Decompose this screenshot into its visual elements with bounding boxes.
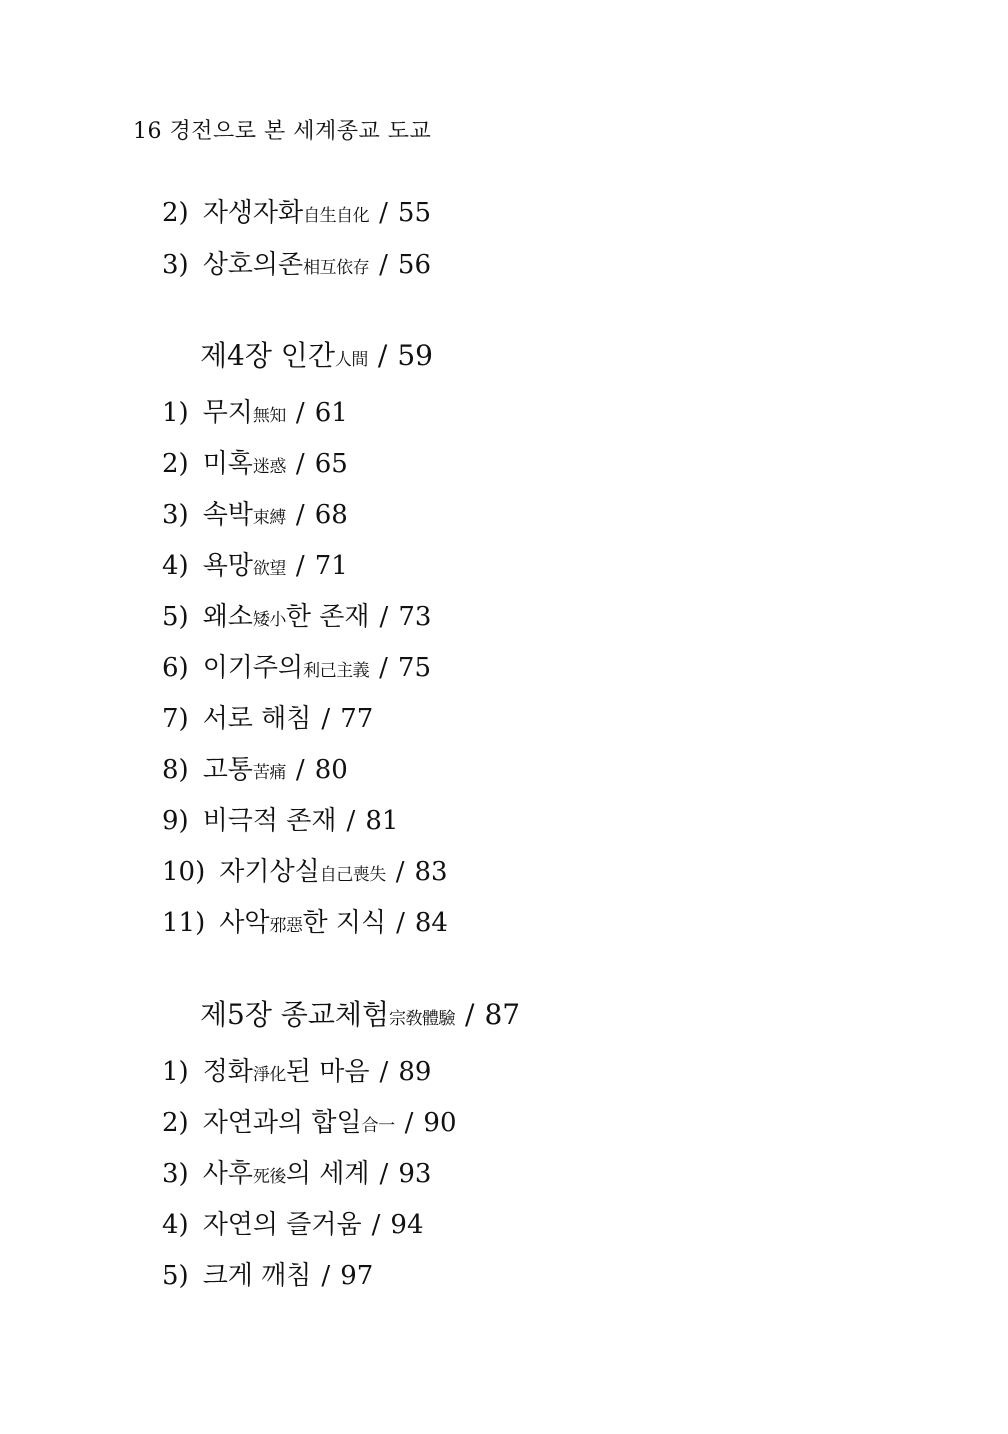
toc-entry [162, 1106, 457, 1143]
entry-page: 81 [365, 806, 399, 836]
entry-number: 9) [162, 806, 189, 836]
toc-entry [162, 651, 431, 688]
entry-title: 고통 [202, 755, 253, 785]
entry-number: 3) [162, 250, 189, 280]
entry-page: 61 [314, 398, 348, 428]
chapter-heading [200, 997, 520, 1037]
separator: / [346, 806, 356, 836]
entry-title: 자연과의 합일 [202, 1108, 362, 1138]
entry-number: 1) [162, 1057, 189, 1087]
toc-entry [162, 753, 348, 790]
entry-suffix: 된 마음 [285, 1057, 370, 1087]
toc-entry [162, 855, 448, 892]
entry-page: 77 [340, 704, 374, 734]
separator: / [295, 551, 305, 581]
chapter-hanja: 人間 [334, 350, 368, 370]
entry-number: 6) [162, 653, 189, 683]
separator: / [404, 1108, 414, 1138]
entry-hanja: 無知 [252, 406, 286, 426]
toc-entry [162, 600, 431, 637]
entry-page: 68 [314, 500, 348, 530]
entry-hanja: 迷惑 [252, 457, 286, 477]
entry-number: 1) [162, 398, 189, 428]
entry-hanja: 束縛 [252, 508, 286, 528]
entry-number: 5) [162, 1261, 189, 1291]
entry-page: 65 [314, 449, 348, 479]
entry-hanja: 欲望 [252, 559, 286, 579]
toc-entry [162, 549, 348, 586]
entry-suffix: 의 세계 [285, 1159, 370, 1189]
entry-title: 왜소 [202, 602, 253, 632]
entry-hanja: 相互依存 [303, 258, 370, 278]
entry-title: 크게 깨침 [202, 1261, 312, 1291]
entry-number: 3) [162, 500, 189, 530]
entry-number: 11) [162, 908, 206, 938]
entry-page: 89 [398, 1057, 432, 1087]
entry-title: 이기주의 [202, 653, 304, 683]
entry-hanja: 淨化 [252, 1065, 286, 1085]
entry-hanja: 矮小 [252, 610, 286, 630]
entry-title: 무지 [202, 398, 253, 428]
entry-hanja: 苦痛 [252, 763, 286, 783]
entry-suffix: 한 존재 [285, 602, 370, 632]
toc-entry [162, 804, 398, 838]
toc-entry [162, 447, 348, 484]
entry-number: 10) [162, 857, 206, 887]
entry-hanja: 合一 [361, 1116, 395, 1136]
entry-page: 83 [414, 857, 448, 887]
separator: / [379, 1159, 389, 1189]
toc-entry [162, 196, 431, 233]
entry-title: 미혹 [202, 449, 253, 479]
entry-hanja: 邪惡 [269, 916, 303, 936]
toc-entry [162, 702, 373, 736]
entry-page: 94 [390, 1210, 424, 1240]
chapter-title: 제5장 종교체험 [200, 998, 390, 1031]
separator: / [295, 449, 305, 479]
separator: / [295, 755, 305, 785]
separator: / [377, 339, 388, 372]
separator: / [379, 198, 388, 228]
entry-title: 정화 [202, 1057, 253, 1087]
entry-page: 56 [397, 250, 432, 280]
entry-title: 사악 [219, 908, 270, 938]
separator: / [321, 704, 331, 734]
entry-number: 4) [162, 1210, 189, 1240]
entry-page: 71 [314, 551, 348, 581]
toc-entry [162, 1259, 373, 1293]
toc-entry [162, 498, 348, 535]
entry-page: 80 [314, 755, 348, 785]
entry-title: 비극적 존재 [202, 806, 337, 836]
chapter-page: 59 [397, 339, 433, 372]
running-head: 16 경전으로 본 세계종교 도교 [133, 119, 432, 144]
separator: / [396, 908, 405, 938]
entry-page: 84 [414, 908, 448, 938]
separator: / [295, 500, 305, 530]
entry-title: 자연의 즐거움 [202, 1210, 362, 1240]
entry-title: 상호의존 [202, 250, 304, 280]
entry-number: 3) [162, 1159, 189, 1189]
chapter-page: 87 [484, 998, 521, 1031]
entry-title: 속박 [202, 500, 253, 530]
separator: / [379, 653, 388, 683]
entry-page: 93 [398, 1159, 432, 1189]
entry-page: 90 [423, 1108, 457, 1138]
entry-hanja: 自生自化 [303, 206, 370, 226]
chapter-title: 제4장 인간 [200, 339, 335, 372]
separator: / [379, 1057, 389, 1087]
entry-number: 2) [162, 449, 189, 479]
entry-number: 2) [162, 1108, 189, 1138]
entry-page: 73 [398, 602, 432, 632]
toc-entry [162, 248, 431, 285]
separator: / [371, 1210, 381, 1240]
entry-number: 4) [162, 551, 189, 581]
separator: / [379, 602, 389, 632]
entry-title: 사후 [202, 1159, 253, 1189]
entry-title: 자생자화 [202, 198, 304, 228]
toc-entry [162, 396, 348, 433]
entry-number: 7) [162, 704, 189, 734]
toc-entry [162, 906, 448, 943]
entry-number: 5) [162, 602, 189, 632]
separator: / [395, 857, 405, 887]
entry-hanja: 死後 [252, 1167, 286, 1187]
toc-entry [162, 1055, 431, 1092]
entry-title: 자기상실 [219, 857, 320, 887]
chapter-hanja: 宗敎體驗 [389, 1009, 456, 1029]
separator: / [321, 1261, 331, 1291]
toc-entry [162, 1208, 424, 1242]
entry-page: 55 [397, 198, 432, 228]
chapter-heading [200, 338, 433, 378]
toc-entry [162, 1157, 431, 1194]
separator: / [465, 998, 475, 1031]
entry-title: 서로 해침 [202, 704, 312, 734]
entry-number: 8) [162, 755, 189, 785]
separator: / [379, 250, 388, 280]
entry-suffix: 한 지식 [302, 908, 387, 938]
separator: / [295, 398, 305, 428]
entry-page: 75 [397, 653, 432, 683]
entry-hanja: 利己主義 [303, 661, 370, 681]
entry-number: 2) [162, 198, 189, 228]
entry-page: 97 [340, 1261, 374, 1291]
entry-title: 욕망 [202, 551, 253, 581]
entry-hanja: 自己喪失 [319, 865, 386, 885]
